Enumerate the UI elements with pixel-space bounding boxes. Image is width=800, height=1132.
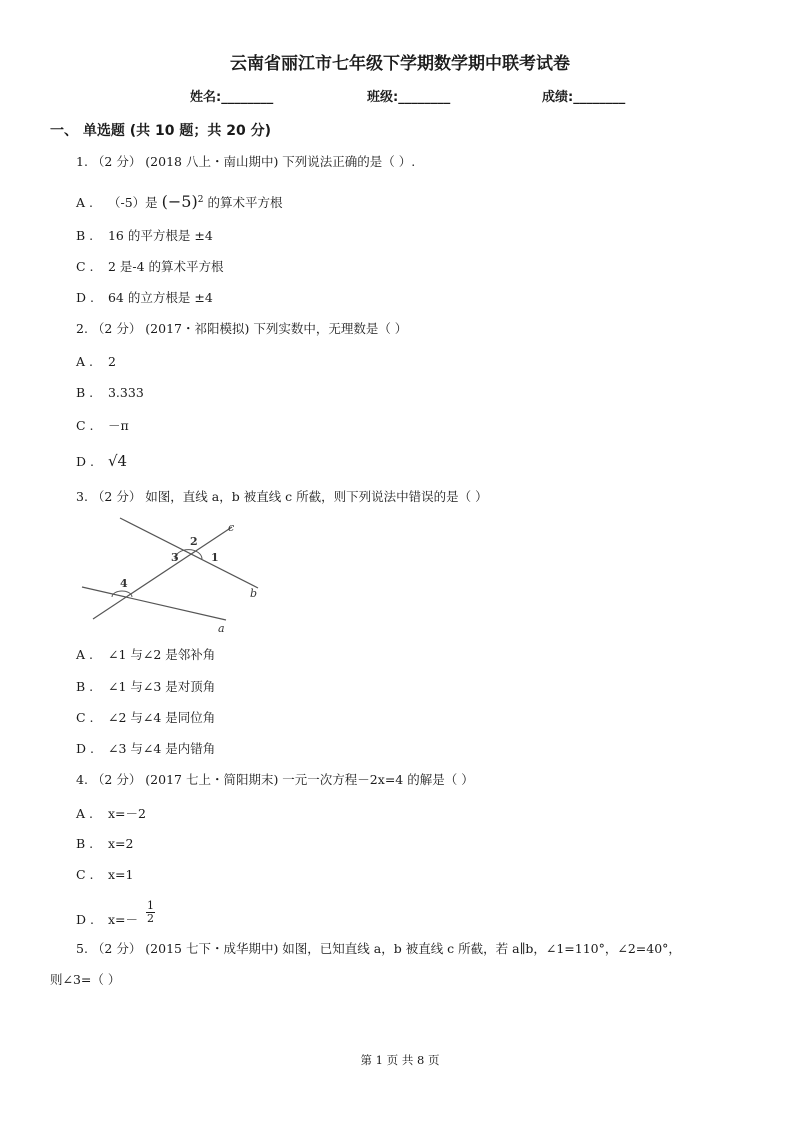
option-label: D . bbox=[76, 741, 94, 756]
line-label-a: a bbox=[218, 622, 225, 635]
question-1-option-a bbox=[76, 192, 282, 211]
option-text: （-5）是 bbox=[107, 195, 158, 210]
section-heading: 一、 单选题 (共 10 题；共 20 分) bbox=[50, 123, 272, 139]
line-label-c: c bbox=[228, 521, 235, 534]
question-4-option-d bbox=[76, 899, 155, 933]
question-4-option-a bbox=[76, 804, 146, 822]
fraction bbox=[146, 900, 155, 925]
angle-label-4: 4 bbox=[120, 577, 128, 590]
option-text: －π bbox=[107, 418, 129, 433]
option-label: A . bbox=[76, 647, 93, 662]
question-1-option-d bbox=[76, 288, 213, 306]
option-label: C . bbox=[76, 867, 94, 882]
option-text: x=－ bbox=[107, 912, 139, 927]
angle-label-2: 2 bbox=[190, 535, 198, 548]
option-label: D . bbox=[76, 454, 94, 469]
question-5-stem: 5. （2 分） (2015 七下・成华期中) 如图，已知直线 a，b 被直线 c 所截，若 a∥b，∠1=110°，∠2=40°， bbox=[76, 941, 681, 956]
class-field: 班级:________ bbox=[367, 90, 451, 105]
math-expression: ±4 bbox=[194, 228, 213, 243]
option-label: D . bbox=[76, 290, 94, 305]
question-1-option-b bbox=[76, 226, 213, 244]
option-label: C . bbox=[76, 418, 94, 433]
question-3-option-d bbox=[76, 739, 215, 757]
line-b bbox=[120, 518, 258, 588]
question-1-stem: 1. （2 分） (2018 八上・南山期中) 下列说法正确的是（ ）. bbox=[76, 154, 416, 169]
fraction-numerator: 1 bbox=[147, 899, 154, 912]
question-2-option-d bbox=[76, 452, 127, 470]
question-3-stem: 3. （2 分） 如图，直线 a，b 被直线 c 所截，则下列说法中错误的是（ ） bbox=[76, 489, 488, 504]
question-2-option-a bbox=[76, 354, 116, 369]
option-text: ∠1 与∠3 是对顶角 bbox=[107, 679, 216, 694]
option-text: x=1 bbox=[107, 867, 134, 882]
math-expression: (−5) bbox=[161, 192, 198, 211]
line-label-b: b bbox=[250, 587, 258, 600]
question-4-option-b bbox=[76, 836, 133, 851]
question-4-stem: 4. （2 分） (2017 七上・简阳期末) 一元一次方程－2x=4 的解是（ ） bbox=[76, 772, 474, 787]
angle-label-3: 3 bbox=[171, 551, 179, 564]
question-3-option-a bbox=[76, 645, 215, 663]
option-text: 64 的立方根是 bbox=[107, 290, 191, 305]
option-label: C . bbox=[76, 259, 94, 274]
option-text: ∠2 与∠4 是同位角 bbox=[107, 710, 216, 725]
option-label: B . bbox=[76, 385, 94, 400]
option-label: B . bbox=[76, 836, 94, 851]
option-text: 2 是-4 的算术平方根 bbox=[107, 259, 224, 274]
math-expression: √4 bbox=[107, 452, 128, 470]
math-exponent: 2 bbox=[197, 194, 204, 205]
math-expression: ±4 bbox=[194, 290, 213, 305]
parallel-lines-figure bbox=[80, 515, 280, 640]
option-text: 16 的平方根是 bbox=[107, 228, 191, 243]
question-2-option-c bbox=[76, 416, 129, 434]
score-field: 成绩:________ bbox=[542, 90, 626, 105]
option-text: 3.333 bbox=[107, 385, 144, 400]
option-label: B . bbox=[76, 228, 94, 243]
question-3-option-c bbox=[76, 708, 215, 726]
option-label: A . bbox=[76, 806, 93, 821]
option-label: D . bbox=[76, 912, 94, 927]
option-text: 2 bbox=[107, 354, 116, 369]
page-footer: 第 1 页 共 8 页 bbox=[360, 1053, 440, 1067]
question-4-option-c bbox=[76, 867, 133, 882]
option-label: A . bbox=[76, 354, 93, 369]
question-2-stem: 2. （2 分） (2017・祁阳模拟) 下列实数中，无理数是（ ） bbox=[76, 321, 408, 336]
question-2-option-b bbox=[76, 385, 144, 400]
page-title: 云南省丽江市七年级下学期数学期中联考试卷 bbox=[230, 54, 570, 74]
angle-label-1: 1 bbox=[211, 551, 219, 564]
question-3-option-b bbox=[76, 677, 215, 695]
option-label: B . bbox=[76, 679, 94, 694]
option-text: 的算术平方根 bbox=[207, 195, 283, 210]
option-text: ∠3 与∠4 是内错角 bbox=[107, 741, 216, 756]
question-5-stem-continued: 则∠3=（ ） bbox=[50, 972, 121, 987]
question-1-option-c bbox=[76, 257, 224, 275]
option-text: ∠1 与∠2 是邻补角 bbox=[107, 647, 216, 662]
option-label: C . bbox=[76, 710, 94, 725]
option-text: x=－2 bbox=[107, 806, 146, 821]
option-label: A . bbox=[76, 195, 93, 210]
option-text: x=2 bbox=[107, 836, 134, 851]
fraction-denominator: 2 bbox=[147, 912, 154, 925]
name-field: 姓名:________ bbox=[190, 90, 274, 105]
line-a bbox=[82, 587, 226, 620]
